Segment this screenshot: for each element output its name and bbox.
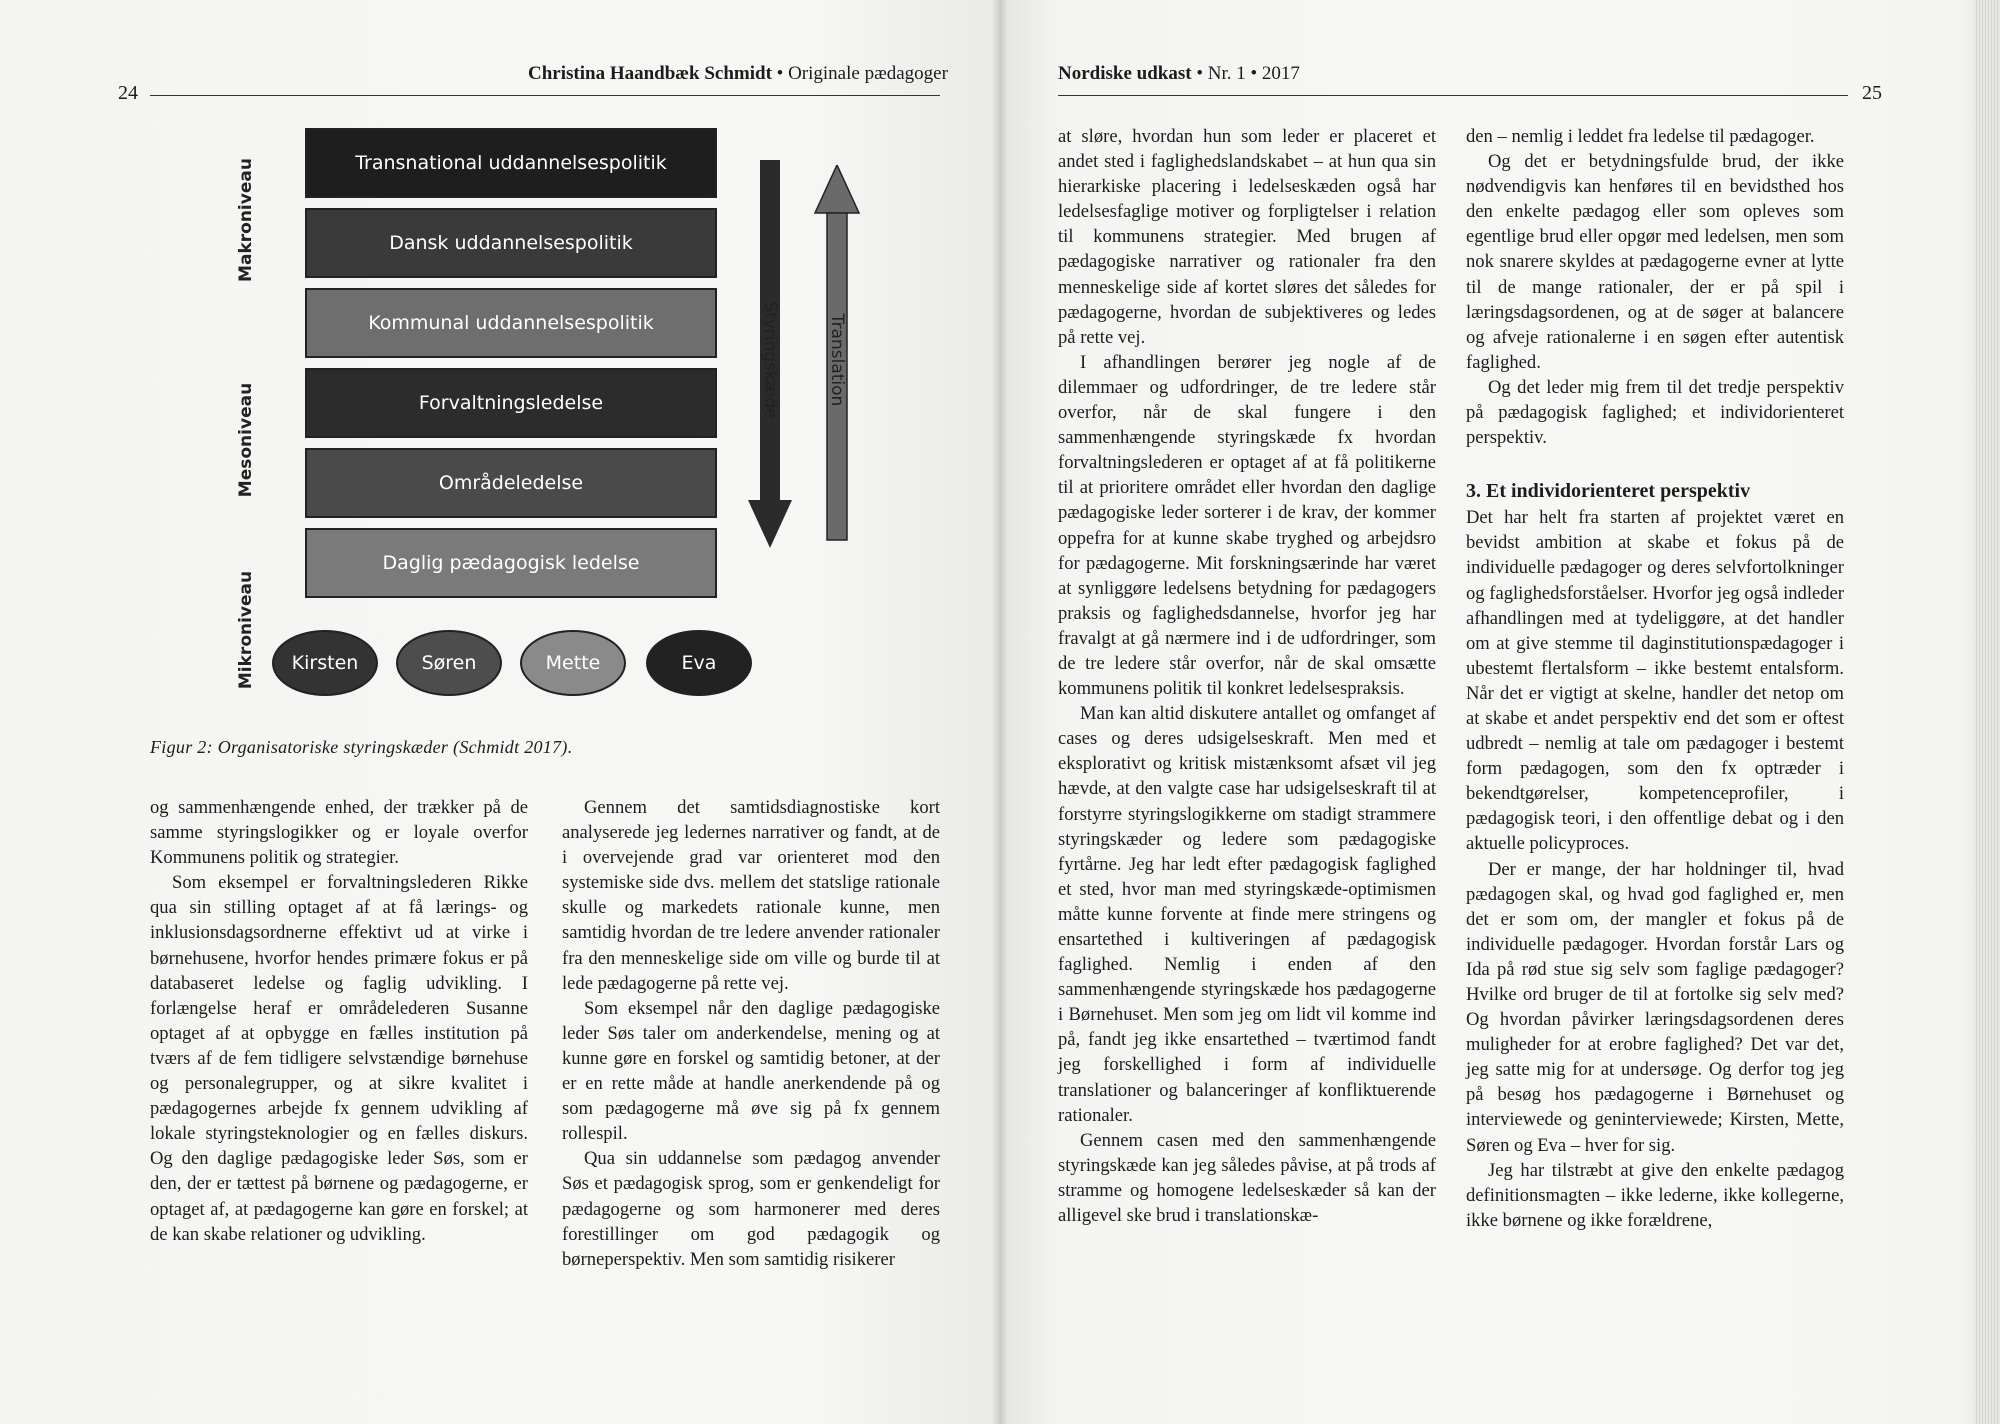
paragraph: Gennem det samtidsdiagnostiske kort analyserede jeg ledernes narrativer og fandt, at de i overvejende grad var orienteret mod den systemiske side dvs. mellem det statslige rationale skulle og markedets rationale kunne, men samtidig hvordan de tre ledere anvender rationaler fra den menneskelige side om ville og burde til at lede pædagogerne på rette vej. (562, 797, 940, 994)
right-column-1 (1058, 124, 1436, 1228)
band-kommunal: Kommunal uddannelsespolitik (305, 288, 717, 358)
figure-caption: Figur 2: Organisatoriske styringskæder (Schmidt 2017). (150, 737, 573, 757)
arrow-down-label: Styringskæde (760, 301, 780, 419)
page-number: 25 (1862, 82, 1882, 104)
running-head-author: Christina Haandbæk Schmidt (528, 63, 772, 84)
left-column-2 (562, 795, 940, 1272)
person-eva: Eva (646, 630, 752, 696)
paragraph: Som eksempel når den daglige pædagogiske leder Søs taler om anderkendelse, mening og at kunne gøre en forskel og samtidig betoner, at der er en rette måde at handle anerkendende på og som pædagogerne må øve sig på fx gennem rollespil. (562, 997, 940, 1145)
paragraph: at sløre, hvordan hun som leder er placeret et andet sted i faglighedslandskabet – at hun qua sin hierarkiske placering i ledelseskæden også har ledelsesfaglige motiver og forpligtelser i relation til kommunens strategier. Med brugen af pædagogiske narrativer og rationaler fra den menneskelige side af kortet sløres det således for pædagogerne, hvordan de subjektiveres og ledes på rette vej. (1058, 126, 1436, 348)
page-number: 24 (118, 82, 138, 104)
section-heading: 3. Et individorienteret perspektiv (1466, 480, 1751, 503)
arrow-up-label: Translation (827, 313, 847, 407)
header-rule (1058, 95, 1848, 96)
paragraph: Som eksempel er forvaltningslederen Rikke qua sin stilling optaget af at få lærings- og inklusionsdagsordnerne effektivt ud at virke i børnehusene, hvorfor hendes primære fokus er på databaseret ledelse og faglig udvikling. I forlængelse heraf er områdelederen Susanne optaget af at opbygge en fælles institution på tværs af de fem tidligere selvstændige børnehuse og personalegrupper, og at sikre kvalitet i pædagogernes arbejde fx gennem udvikling af lokale styringsteknologier og en fælles diskurs. Og den daglige pædagogiske leder Søs, som er den, der er tættest på børnene og pædagogerne, er optaget af, at pædagogerne kan gøre en forskel; at de kan skabe relationer og udvikling. (150, 872, 528, 1245)
level-label-makro: Makroniveau (236, 158, 256, 282)
band-forvaltning: Forvaltningsledelse (305, 368, 717, 438)
paragraph: Og det er betydningsfulde brud, der ikke nødvendigvis kan henføres til en bevidsthed hos den enkelte pædagog eller som opleves som egentlige brud eller opgør med ledelsen, men som nok snarere skyldes at pædagogerne evner at lytte til de mange rationaler, der er på spil i læringsdagsordenen, og at de søger at balancere og afveje rationalerne i en søgen efter autentisk faglighed. (1466, 151, 1844, 373)
paragraph: Og det leder mig frem til det tredje perspektiv på pædagogisk faglighed; et individorienteret perspektiv. (1466, 376, 1844, 449)
header-rule (150, 95, 940, 96)
running-head-issue: Nr. 1 (1207, 63, 1246, 84)
band-omraade: Områdeledelse (305, 448, 717, 518)
bullet: • (1250, 63, 1262, 84)
figure (200, 110, 847, 730)
paragraph: Man kan altid diskutere antallet og omfanget af cases og deres udsigelseskraft. Men med et eksplorativt og kritisk mistænksomt afsæt vil jeg hævde, at den valgte case har udsigelseskraft til at forstyrre styringslogikkerne om stadigt strammere styringskæder og ledere som pædagogiske fyrtårne. Jeg har ledt efter pædagogisk faglighed et sted, hvor man med styringskæde-optimismen måtte kunne forvente at finde mere stringens og ensartethed i kultiveringen af pædagogisk faglighed. Nemlig i enden af den sammenhængende styringskæde hos pædagogerne i Børnehuset. Men som jeg om lidt vil komme ind på, fandt jeg ikke ensartethed – tværtimod fandt jeg forskellighed i form af individuelle translationer og balanceringer af konfliktuerende rationaler. (1058, 703, 1436, 1126)
paragraph: Jeg har tilstræbt at give den enkelte pædagog definitionsmagten – ikke lederne, ikke kollegerne, ikke børnene og ikke forældrene, (1466, 1159, 1844, 1231)
band-transnational: Transnational uddannelsespolitik (305, 128, 717, 198)
running-head-title: Originale pædagoger (788, 63, 948, 84)
running-head (1058, 63, 1300, 85)
paragraph: I afhandlingen berører jeg nogle af de dilemmaer og udfordringer, de tre ledere står overfor, når de skal fungere i den sammenhængende styringskæde fx hvordan forvaltningslederen er optaget af at få politikerne til at prioritere området eller hvordan den daglige pædagogiske leder sorterer i de krav, der kommer oppefra for at kunne skabe tryghed og arbejdsro for pædagogerne. Mit forskningsærinde har været at synliggøre ledelsens betydning for pædagogers praksis og faglighedsdannelse, hvorfor jeg har fravalgt at gå nærmere ind i de udfordringer, som de tre ledere står overfor, når de skal omsætte kommunens politik til konkret ledelsespraksis. (1058, 351, 1436, 700)
level-label-mikro: Mikroniveau (236, 570, 256, 690)
paragraph: Qua sin uddannelse som pædagog anvender Søs et pædagogisk sprog, som er genkendeligt for pædagogerne og som harmonerer med deres forestillinger om god pædagogik og børneperspektiv. Men som samtidig risikerer (562, 1148, 940, 1270)
running-head (528, 63, 948, 85)
band-dansk: Dansk uddannelsespolitik (305, 208, 717, 278)
paragraph: Gennem casen med den sammenhængende styringskæde kan jeg således påvise, at på trods af stramme og homogene ledelseskæder så kan der alligevel ske brud i translationskæ- (1058, 1129, 1436, 1227)
left-column-1 (150, 795, 528, 1247)
page-edge (1974, 0, 2000, 1424)
running-head-journal: Nordiske udkast (1058, 63, 1192, 84)
person-kirsten: Kirsten (272, 630, 378, 696)
person-soeren: Søren (396, 630, 502, 696)
spacer (1466, 450, 1844, 470)
book-spine (992, 0, 1008, 1424)
bullet: • (1196, 63, 1208, 84)
paragraph: Det har helt fra starten af projektet været en bevidst ambition at skabe et fokus på de individuelle pædagoger og deres selvfortolkninger og faglighedsforståelser. Hvorfor jeg også indleder afhandlingen med at tydeliggøre, at det handler om at give stemme til daginstitutionspædagoger i ubestemt flertalsform – ikke bestemt entalsform. Når det er vigtigt at skelne, handler det netop om at skabe et andet perspektiv end det som er oftest udbredt – nemlig at tale om pædagoger i bestemt form pædagogen, som den fx optræder i bekendtgørelser, kompetenceprofiler, i pædagogisk teori, i den offentlige debat og i den aktuelle policyproces. (1466, 507, 1844, 855)
right-column-2 (1466, 124, 1844, 1233)
running-head-year: 2017 (1261, 63, 1300, 84)
paragraph: og sammenhængende enhed, der trækker på de samme styringslogikker og er loyale overfor Kommunens politik og strategier. (150, 797, 528, 869)
right-page (1000, 0, 2000, 1424)
paragraph: Der er mange, der har holdninger til, hvad pædagogen skal, og hvad god faglighed er, men det er som om, der mangler et fokus på de individuelle pædagoger. Hvordan forstår Lars og Ida på rød stue sig selv som faglige pædagoger? Hvilke ord bruger de til at fortolke sig selv med? Og hvordan påvirker læringsdagsordenen deres muligheder for at erobre faglighed? Det var det, jeg satte mig for at undersøge. Og derfor tog jeg på besøg hos pædagogerne i Børnehuset og interviewede og geninterviewede; Kirsten, Mette, Søren og Eva – hver for sig. (1466, 858, 1844, 1156)
band-daglig: Daglig pædagogisk ledelse (305, 528, 717, 598)
paragraph: den – nemlig i leddet fra ledelse til pædagoger. (1466, 126, 1815, 147)
level-label-meso: Mesoniveau (236, 382, 256, 498)
person-mette: Mette (520, 630, 626, 696)
bullet: • (776, 63, 789, 84)
